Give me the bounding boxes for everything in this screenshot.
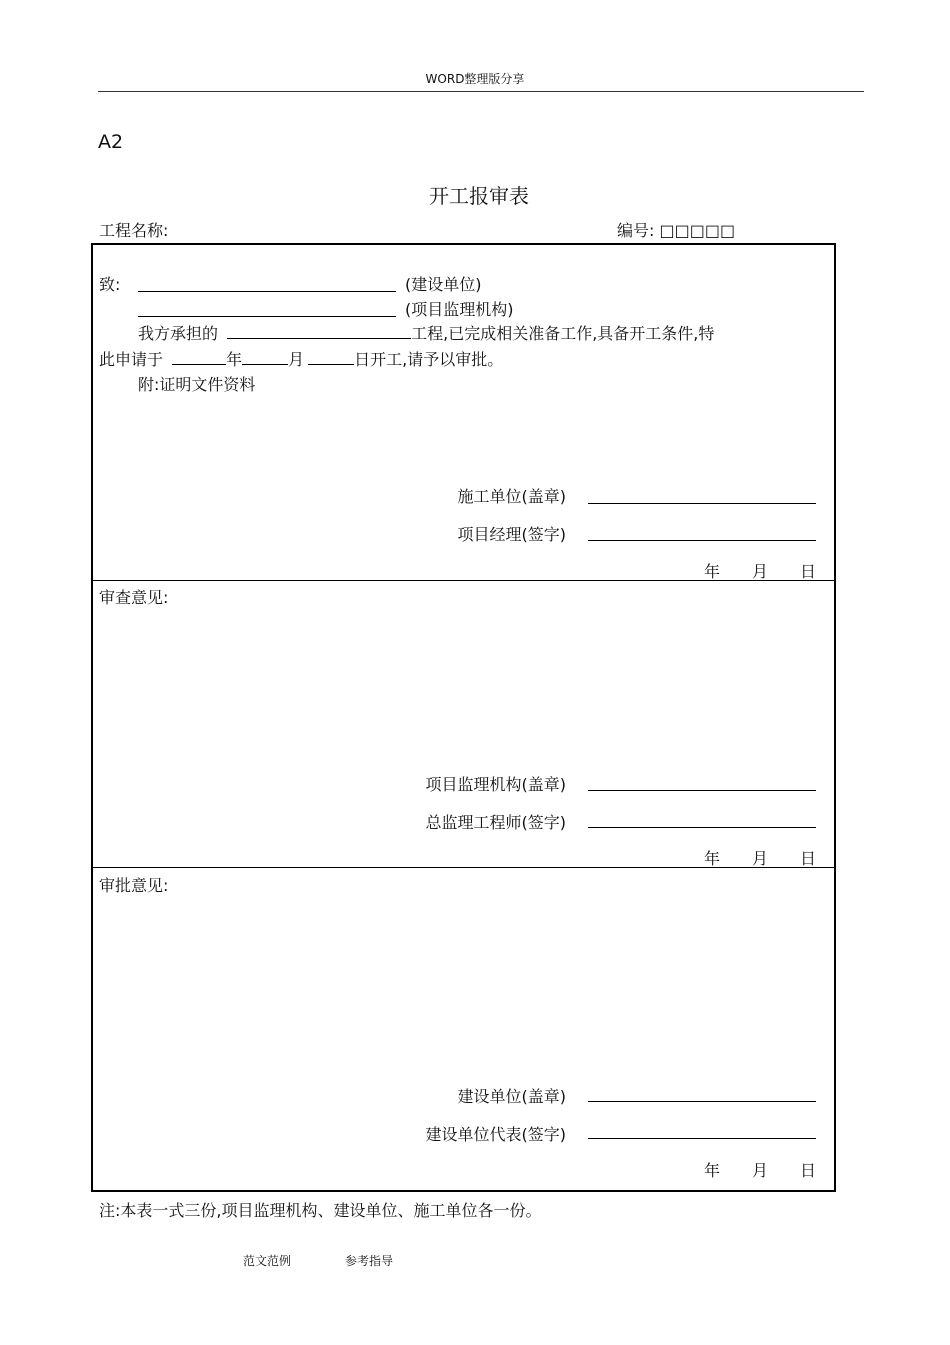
day-suffix: 日开工,请予以审批。 bbox=[354, 350, 504, 369]
recipient-2-label: (项目监理机构) bbox=[405, 300, 514, 319]
supervision-seal-line[interactable] bbox=[588, 790, 816, 791]
month-blank[interactable] bbox=[242, 350, 288, 365]
date-day-3: 日 bbox=[800, 1161, 817, 1180]
line2-prefix: 此申请于 bbox=[99, 350, 164, 369]
month-label: 月 bbox=[288, 350, 305, 369]
contractor-seal-line[interactable] bbox=[588, 503, 816, 504]
date-year-3: 年 bbox=[704, 1161, 721, 1180]
owner-seal-label: 建设单位(盖章) bbox=[457, 1087, 566, 1106]
date-year-1: 年 bbox=[704, 562, 721, 581]
date-month-2: 月 bbox=[752, 849, 769, 868]
owner-seal-line[interactable] bbox=[588, 1101, 816, 1102]
approval-opinion-label: 审批意见: bbox=[99, 876, 169, 895]
body-prefix: 我方承担的 bbox=[138, 324, 219, 343]
owner-rep-sign-line[interactable] bbox=[588, 1138, 816, 1139]
application-body-line-1 bbox=[138, 321, 714, 344]
supervision-seal-label: 项目监理机构(盖章) bbox=[425, 775, 566, 794]
date-day-1: 日 bbox=[800, 562, 817, 581]
recipient-line-2[interactable] bbox=[138, 316, 396, 317]
project-name-blank[interactable] bbox=[227, 324, 411, 339]
year-label: 年 bbox=[226, 350, 243, 369]
date-day-2: 日 bbox=[800, 849, 817, 868]
project-manager-sign-line[interactable] bbox=[588, 540, 816, 541]
form-note: 注:本表一式三份,项目监理机构、建设单位、施工单位各一份。 bbox=[99, 1201, 542, 1220]
application-body-line-2 bbox=[99, 347, 503, 370]
contractor-seal-label: 施工单位(盖章) bbox=[457, 487, 566, 506]
recipient-line-1[interactable] bbox=[138, 291, 396, 292]
approval-opinion-area[interactable] bbox=[96, 896, 830, 1066]
footer-left: 范文范例 bbox=[243, 1254, 292, 1268]
owner-rep-sign-label: 建设单位代表(签字) bbox=[425, 1125, 566, 1144]
year-blank[interactable] bbox=[172, 350, 226, 365]
body-suffix: 工程,已完成相关准备工作,具备开工条件,特 bbox=[411, 324, 715, 343]
project-name-label: 工程名称: bbox=[99, 221, 169, 240]
date-year-2: 年 bbox=[704, 849, 721, 868]
chief-engineer-sign-line[interactable] bbox=[588, 827, 816, 828]
page-header: WORD整理版分享 bbox=[425, 72, 525, 86]
date-month-1: 月 bbox=[752, 562, 769, 581]
chief-engineer-sign-label: 总监理工程师(签字) bbox=[425, 813, 566, 832]
form-code: A2 bbox=[98, 131, 124, 153]
review-opinion-label: 审查意见: bbox=[99, 588, 169, 607]
section-divider-2 bbox=[93, 867, 834, 868]
date-month-3: 月 bbox=[752, 1161, 769, 1180]
attachment-label: 附:证明文件资料 bbox=[138, 375, 256, 394]
day-blank[interactable] bbox=[308, 350, 354, 365]
recipient-1-label: (建设单位) bbox=[405, 275, 482, 294]
to-label: 致: bbox=[99, 275, 121, 294]
project-manager-sign-label: 项目经理(签字) bbox=[457, 525, 566, 544]
header-rule bbox=[98, 91, 864, 92]
section-divider-1 bbox=[93, 580, 834, 581]
serial-number-label: 编号: □□□□□ bbox=[617, 221, 736, 240]
form-title: 开工报审表 bbox=[429, 184, 529, 208]
review-opinion-area[interactable] bbox=[96, 608, 830, 758]
footer-right: 参考指导 bbox=[345, 1254, 394, 1268]
